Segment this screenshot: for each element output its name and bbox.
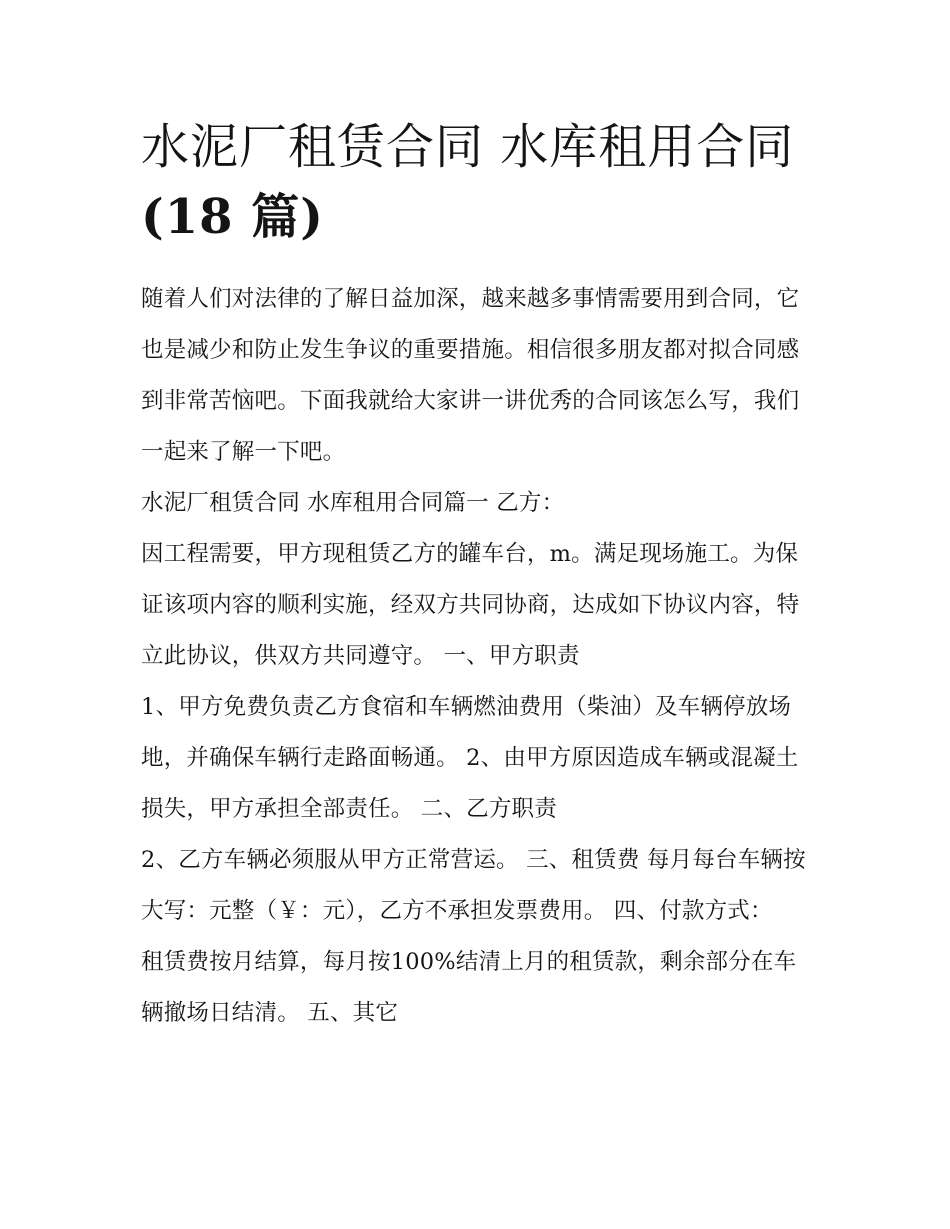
paragraph-party-b-duties: 2、乙方车辆必须服从甲方正常营运。 三、租赁费 每月每台车辆按大写：元整（￥：元），乙方不承担发票费用。 四、付款方式： (141, 847, 806, 924)
title-line-2: (18 篇) (141, 189, 324, 245)
document-title (141, 112, 813, 252)
paragraph-section-heading: 水泥厂租赁合同 水库租用合同篇一 乙方： (141, 490, 565, 516)
paragraph-preamble: 因工程需要，甲方现租赁乙方的罐车台，m。满足现场施工。为保证该项内容的顺利实施，经双方共同协商，达成如下协议内容，特立此协议，供双方共同遵守。 一、甲方职责 (141, 541, 800, 669)
paragraph-party-a-duties: 1、甲方免费负责乙方食宿和车辆燃油费用（柴油）及车辆停放场地，并确保车辆行走路面畅通。 2、由甲方原因造成车辆或混凝土损失，甲方承担全部责任。 二、乙方职责 (141, 694, 799, 822)
paragraph-intro: 随着人们对法律的了解日益加深，越来越多事情需要用到合同，它也是减少和防止发生争议的重要措施。相信很多朋友都对拟合同感到非常苦恼吧。下面我就给大家讲一讲优秀的合同该怎么写，我们一起来了解一下吧。 (141, 286, 800, 465)
document-body (141, 112, 813, 1039)
paragraph-payment: 租赁费按月结算，每月按100%结清上月的租赁款，剩余部分在车辆撤场日结清。 五、其它 (141, 949, 797, 1026)
title-line-1: 水泥厂租赁合同 水库租用合同 (141, 119, 795, 175)
document-paragraphs (141, 274, 813, 1039)
